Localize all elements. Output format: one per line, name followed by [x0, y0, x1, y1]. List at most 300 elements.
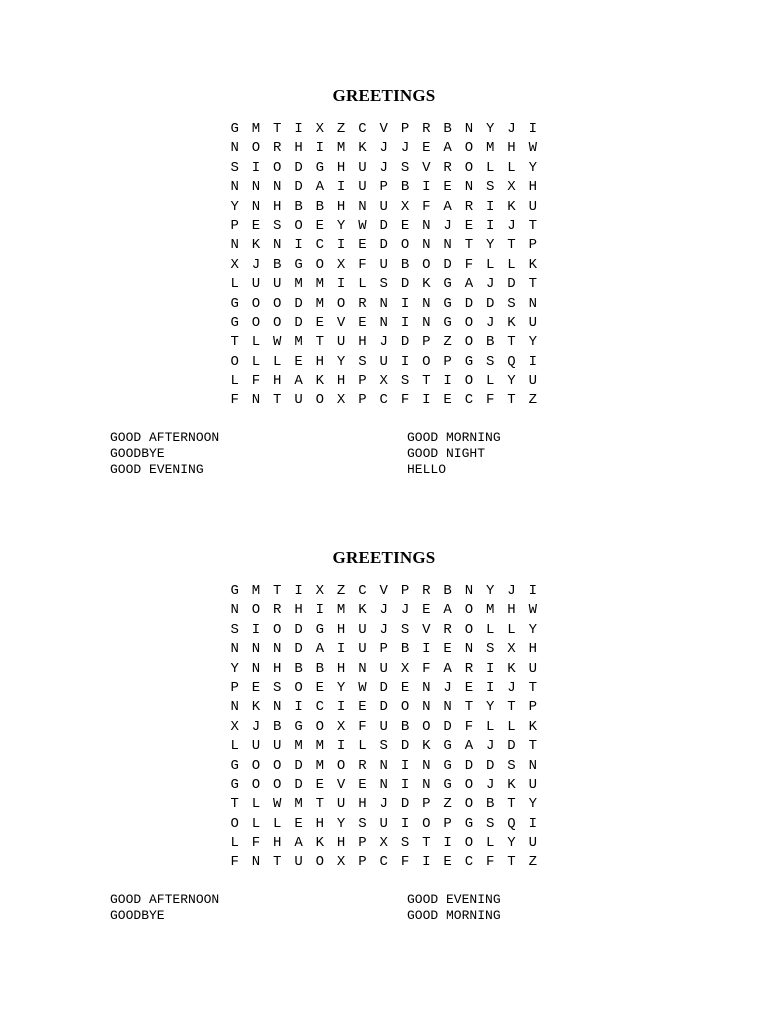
grid-letter: E: [358, 237, 367, 254]
grid-letter: U: [273, 276, 282, 293]
grid-letter: L: [273, 815, 282, 832]
word-list-item: GOOD EVENING: [407, 892, 501, 907]
grid-letter: C: [358, 583, 367, 599]
grid-letter: N: [379, 776, 388, 793]
grid-letter: Y: [528, 796, 537, 813]
grid-letter: A: [443, 660, 452, 677]
grid-row: [224, 834, 543, 853]
word-list-left-column: [110, 892, 219, 924]
grid-letter: S: [273, 217, 282, 234]
grid-letter: U: [379, 815, 388, 832]
grid-letter: J: [379, 621, 388, 638]
letter-grid: [224, 582, 543, 873]
grid-letter: M: [315, 295, 325, 312]
grid-letter: J: [486, 776, 495, 793]
grid-letter: O: [251, 314, 261, 331]
grid-letter: O: [422, 353, 431, 370]
grid-letter: W: [528, 602, 537, 619]
grid-letter: M: [486, 140, 495, 157]
word-list-right-column: [407, 430, 501, 479]
grid-letter: D: [486, 295, 495, 312]
grid-letter: H: [358, 796, 367, 813]
grid-letter: P: [400, 121, 410, 137]
grid-letter: K: [358, 602, 367, 619]
grid-letter: N: [422, 776, 431, 793]
grid-letter: E: [315, 314, 325, 331]
grid-letter: Y: [486, 237, 495, 254]
grid-letter: T: [230, 796, 239, 813]
grid-letter: U: [294, 392, 303, 409]
grid-letter: D: [294, 314, 303, 331]
grid-letter: S: [230, 159, 239, 176]
grid-letter: L: [230, 373, 239, 390]
word-list-item: GOOD EVENING: [110, 462, 204, 478]
grid-letter: M: [294, 738, 303, 755]
grid-letter: N: [251, 641, 261, 658]
grid-row: [224, 275, 543, 294]
grid-letter: Q: [507, 815, 516, 832]
grid-letter: P: [422, 334, 431, 351]
grid-letter: I: [336, 641, 346, 658]
grid-letter: N: [358, 198, 367, 215]
grid-letter: J: [379, 140, 388, 157]
grid-letter: R: [464, 198, 474, 215]
grid-letter: I: [486, 679, 495, 696]
grid-letter: T: [273, 854, 282, 871]
grid-letter: U: [251, 738, 261, 755]
grid-letter: I: [294, 699, 303, 716]
grid-letter: N: [230, 179, 239, 196]
grid-letter: N: [273, 237, 282, 254]
grid-letter: J: [507, 217, 516, 234]
grid-row: [224, 120, 543, 139]
grid-letter: O: [464, 159, 474, 176]
grid-letter: E: [443, 392, 452, 409]
grid-letter: F: [230, 854, 239, 871]
grid-letter: X: [336, 718, 346, 735]
grid-letter: V: [422, 159, 431, 176]
grid-letter: D: [379, 679, 388, 696]
grid-letter: K: [507, 660, 516, 677]
grid-letter: E: [358, 776, 367, 793]
grid-letter: D: [486, 757, 495, 774]
grid-letter: V: [379, 121, 388, 137]
grid-letter: U: [358, 621, 367, 638]
grid-letter: E: [464, 679, 474, 696]
grid-letter: N: [379, 757, 388, 774]
grid-letter: I: [528, 583, 537, 599]
grid-letter: H: [294, 602, 303, 619]
grid-letter: T: [507, 237, 516, 254]
grid-letter: O: [464, 140, 474, 157]
grid-letter: O: [273, 314, 282, 331]
grid-letter: F: [400, 392, 410, 409]
grid-letter: D: [294, 776, 303, 793]
grid-letter: K: [358, 140, 367, 157]
grid-letter: O: [315, 392, 325, 409]
grid-letter: P: [443, 815, 452, 832]
grid-letter: N: [251, 198, 261, 215]
grid-letter: B: [273, 256, 282, 273]
grid-letter: E: [251, 217, 261, 234]
grid-letter: R: [464, 660, 474, 677]
grid-letter: I: [251, 621, 261, 638]
word-list-item: GOOD AFTERNOON: [110, 430, 220, 445]
grid-letter: J: [507, 121, 516, 137]
grid-letter: J: [507, 679, 516, 696]
grid-letter: F: [464, 718, 474, 735]
grid-letter: T: [273, 583, 282, 599]
grid-letter: D: [464, 295, 474, 312]
grid-letter: U: [336, 334, 346, 351]
grid-letter: S: [379, 738, 388, 755]
grid-letter: E: [464, 217, 474, 234]
grid-row: [224, 660, 543, 679]
grid-row: [224, 737, 543, 756]
grid-letter: J: [379, 796, 388, 813]
grid-letter: O: [315, 256, 325, 273]
grid-letter: K: [507, 198, 516, 215]
grid-letter: O: [273, 159, 282, 176]
grid-letter: R: [422, 121, 431, 137]
grid-letter: M: [336, 140, 346, 157]
grid-letter: I: [294, 237, 303, 254]
grid-row: [224, 795, 543, 814]
grid-letter: L: [358, 276, 367, 293]
grid-letter: M: [315, 276, 325, 293]
grid-letter: P: [379, 179, 388, 196]
word-list-item: GOOD MORNING: [407, 430, 501, 445]
grid-letter: E: [315, 679, 325, 696]
grid-letter: Z: [528, 392, 537, 409]
grid-letter: V: [422, 621, 431, 638]
grid-letter: F: [358, 718, 367, 735]
grid-letter: G: [230, 121, 239, 137]
grid-letter: T: [528, 679, 537, 696]
grid-letter: Y: [486, 121, 495, 137]
grid-letter: O: [251, 295, 261, 312]
grid-letter: O: [336, 295, 346, 312]
grid-letter: G: [230, 314, 239, 331]
grid-letter: I: [443, 373, 452, 390]
grid-letter: Z: [336, 121, 346, 137]
grid-letter: D: [400, 796, 410, 813]
grid-letter: N: [422, 679, 431, 696]
grid-letter: I: [400, 353, 410, 370]
grid-row: [224, 718, 543, 737]
grid-letter: N: [464, 583, 474, 599]
grid-letter: S: [486, 641, 495, 658]
grid-letter: I: [528, 353, 537, 370]
grid-letter: M: [315, 738, 325, 755]
grid-letter: K: [251, 237, 261, 254]
grid-letter: R: [273, 602, 282, 619]
grid-letter: H: [358, 334, 367, 351]
grid-letter: B: [400, 718, 410, 735]
grid-letter: I: [528, 121, 537, 137]
grid-letter: N: [422, 295, 431, 312]
grid-letter: Y: [528, 159, 537, 176]
grid-letter: B: [486, 334, 495, 351]
grid-letter: W: [273, 334, 282, 351]
grid-letter: F: [251, 373, 261, 390]
grid-letter: I: [486, 198, 495, 215]
grid-letter: Y: [486, 699, 495, 716]
grid-letter: I: [315, 140, 325, 157]
grid-letter: T: [507, 699, 516, 716]
grid-letter: T: [528, 738, 537, 755]
grid-letter: H: [528, 641, 537, 658]
grid-letter: N: [422, 217, 431, 234]
grid-letter: G: [315, 159, 325, 176]
grid-letter: E: [251, 679, 261, 696]
grid-row: [224, 333, 543, 352]
grid-letter: F: [486, 392, 495, 409]
grid-letter: P: [358, 373, 367, 390]
grid-letter: G: [464, 353, 474, 370]
puzzle-title: GREETINGS: [332, 548, 436, 567]
grid-letter: A: [315, 179, 325, 196]
grid-letter: B: [315, 660, 325, 677]
grid-letter: S: [400, 159, 410, 176]
word-list-item: GOOD NIGHT: [407, 446, 486, 462]
grid-letter: G: [315, 621, 325, 638]
grid-letter: T: [273, 392, 282, 409]
grid-letter: I: [528, 815, 537, 832]
grid-letter: M: [294, 334, 303, 351]
grid-letter: G: [294, 256, 303, 273]
grid-letter: X: [230, 718, 239, 735]
grid-letter: U: [379, 660, 388, 677]
grid-letter: T: [464, 237, 474, 254]
grid-letter: O: [464, 334, 474, 351]
grid-letter: H: [336, 198, 346, 215]
grid-letter: X: [400, 660, 410, 677]
grid-letter: O: [294, 679, 303, 696]
grid-letter: G: [443, 757, 452, 774]
grid-letter: I: [294, 121, 303, 137]
grid-letter: K: [422, 738, 431, 755]
grid-letter: T: [507, 334, 516, 351]
grid-letter: U: [528, 373, 537, 390]
grid-letter: N: [422, 757, 431, 774]
grid-letter: I: [336, 699, 346, 716]
grid-letter: J: [486, 314, 495, 331]
grid-row: [224, 757, 543, 776]
grid-letter: J: [251, 256, 261, 273]
grid-letter: O: [464, 602, 474, 619]
grid-letter: O: [464, 621, 474, 638]
word-list-item: GOODBYE: [110, 446, 165, 462]
letter-grid: [224, 120, 543, 411]
grid-letter: K: [315, 373, 325, 390]
grid-letter: A: [294, 373, 303, 390]
grid-letter: S: [507, 295, 516, 312]
grid-letter: F: [422, 198, 431, 215]
grid-letter: M: [486, 602, 495, 619]
grid-letter: R: [358, 295, 367, 312]
grid-letter: H: [273, 198, 282, 215]
grid-letter: G: [230, 583, 239, 599]
grid-letter: A: [464, 276, 474, 293]
grid-letter: L: [507, 159, 516, 176]
grid-letter: U: [528, 198, 537, 215]
grid-letter: A: [315, 641, 325, 658]
puzzle-title: GREETINGS: [332, 86, 436, 105]
grid-row: [224, 314, 543, 333]
grid-letter: N: [528, 295, 537, 312]
grid-letter: O: [294, 217, 303, 234]
grid-letter: U: [251, 276, 261, 293]
grid-letter: X: [379, 835, 388, 852]
grid-letter: U: [336, 796, 346, 813]
grid-letter: L: [486, 621, 495, 638]
grid-letter: H: [273, 835, 282, 852]
grid-letter: I: [400, 295, 410, 312]
grid-letter: E: [358, 314, 367, 331]
grid-letter: O: [400, 237, 410, 254]
grid-letter: D: [379, 217, 388, 234]
grid-letter: S: [400, 373, 410, 390]
grid-letter: J: [400, 602, 410, 619]
grid-letter: I: [422, 854, 431, 871]
grid-letter: R: [443, 159, 452, 176]
grid-letter: O: [400, 699, 410, 716]
grid-letter: I: [315, 602, 325, 619]
grid-row: [224, 391, 543, 410]
grid-letter: O: [336, 757, 346, 774]
grid-letter: F: [251, 835, 261, 852]
grid-letter: F: [464, 256, 474, 273]
grid-letter: G: [230, 295, 239, 312]
grid-row: [224, 178, 543, 197]
grid-letter: D: [507, 276, 516, 293]
grid-letter: I: [422, 179, 431, 196]
grid-letter: A: [443, 602, 452, 619]
grid-letter: U: [528, 660, 537, 677]
grid-letter: C: [379, 854, 388, 871]
grid-letter: S: [358, 353, 367, 370]
grid-letter: N: [230, 602, 239, 619]
grid-letter: T: [230, 334, 239, 351]
grid-letter: U: [294, 854, 303, 871]
grid-letter: D: [379, 699, 388, 716]
grid-letter: N: [251, 854, 261, 871]
grid-letter: L: [273, 353, 282, 370]
grid-letter: C: [379, 392, 388, 409]
grid-letter: M: [294, 796, 303, 813]
grid-letter: O: [315, 854, 325, 871]
grid-letter: G: [230, 776, 239, 793]
grid-letter: O: [230, 353, 239, 370]
grid-letter: S: [230, 621, 239, 638]
grid-letter: E: [315, 776, 325, 793]
grid-letter: E: [358, 699, 367, 716]
word-list-right-column: [407, 892, 501, 924]
grid-letter: H: [315, 815, 325, 832]
grid-letter: X: [507, 641, 516, 658]
grid-row: [224, 582, 543, 601]
grid-letter: Z: [443, 334, 452, 351]
grid-row: [224, 353, 543, 372]
grid-letter: E: [422, 140, 431, 157]
grid-letter: U: [358, 179, 367, 196]
grid-letter: E: [294, 353, 303, 370]
grid-letter: T: [273, 121, 282, 137]
grid-row: [224, 815, 543, 834]
grid-letter: T: [315, 796, 325, 813]
grid-letter: H: [273, 660, 282, 677]
grid-letter: O: [422, 718, 431, 735]
grid-letter: B: [315, 198, 325, 215]
grid-letter: N: [273, 699, 282, 716]
grid-letter: E: [443, 179, 452, 196]
grid-letter: H: [336, 660, 346, 677]
grid-letter: O: [251, 602, 261, 619]
grid-letter: H: [273, 373, 282, 390]
grid-letter: D: [294, 179, 303, 196]
grid-letter: E: [400, 679, 410, 696]
grid-letter: T: [507, 392, 516, 409]
grid-letter: N: [230, 237, 239, 254]
word-list-item: GOOD MORNING: [407, 908, 501, 924]
grid-letter: L: [251, 334, 261, 351]
grid-letter: M: [294, 276, 303, 293]
grid-letter: H: [507, 140, 516, 157]
grid-letter: I: [486, 217, 495, 234]
grid-letter: O: [422, 256, 431, 273]
grid-letter: D: [294, 159, 303, 176]
grid-letter: N: [230, 641, 239, 658]
grid-letter: K: [528, 256, 537, 273]
grid-letter: Y: [507, 835, 516, 852]
grid-letter: C: [358, 121, 367, 137]
grid-letter: L: [507, 621, 516, 638]
grid-letter: I: [400, 815, 410, 832]
grid-letter: G: [294, 718, 303, 735]
grid-letter: J: [379, 159, 388, 176]
grid-letter: B: [443, 583, 452, 599]
grid-letter: L: [358, 738, 367, 755]
grid-row: [224, 640, 543, 659]
grid-letter: U: [358, 159, 367, 176]
grid-letter: L: [486, 835, 495, 852]
grid-letter: H: [336, 621, 346, 638]
grid-letter: S: [400, 621, 410, 638]
grid-letter: T: [528, 276, 537, 293]
grid-letter: V: [336, 776, 346, 793]
grid-letter: T: [464, 699, 474, 716]
grid-letter: M: [315, 757, 325, 774]
grid-letter: U: [528, 314, 537, 331]
grid-letter: H: [507, 602, 516, 619]
grid-letter: S: [273, 679, 282, 696]
grid-letter: E: [400, 217, 410, 234]
grid-letter: D: [443, 256, 452, 273]
grid-letter: Z: [528, 854, 537, 871]
grid-letter: N: [230, 140, 239, 157]
grid-letter: J: [507, 583, 516, 599]
grid-letter: N: [528, 757, 537, 774]
grid-letter: M: [251, 121, 261, 137]
grid-letter: J: [443, 679, 452, 696]
grid-letter: O: [273, 621, 282, 638]
grid-letter: V: [379, 583, 388, 599]
grid-letter: N: [464, 641, 474, 658]
grid-letter: J: [443, 217, 452, 234]
grid-letter: P: [358, 854, 367, 871]
grid-letter: D: [379, 237, 388, 254]
